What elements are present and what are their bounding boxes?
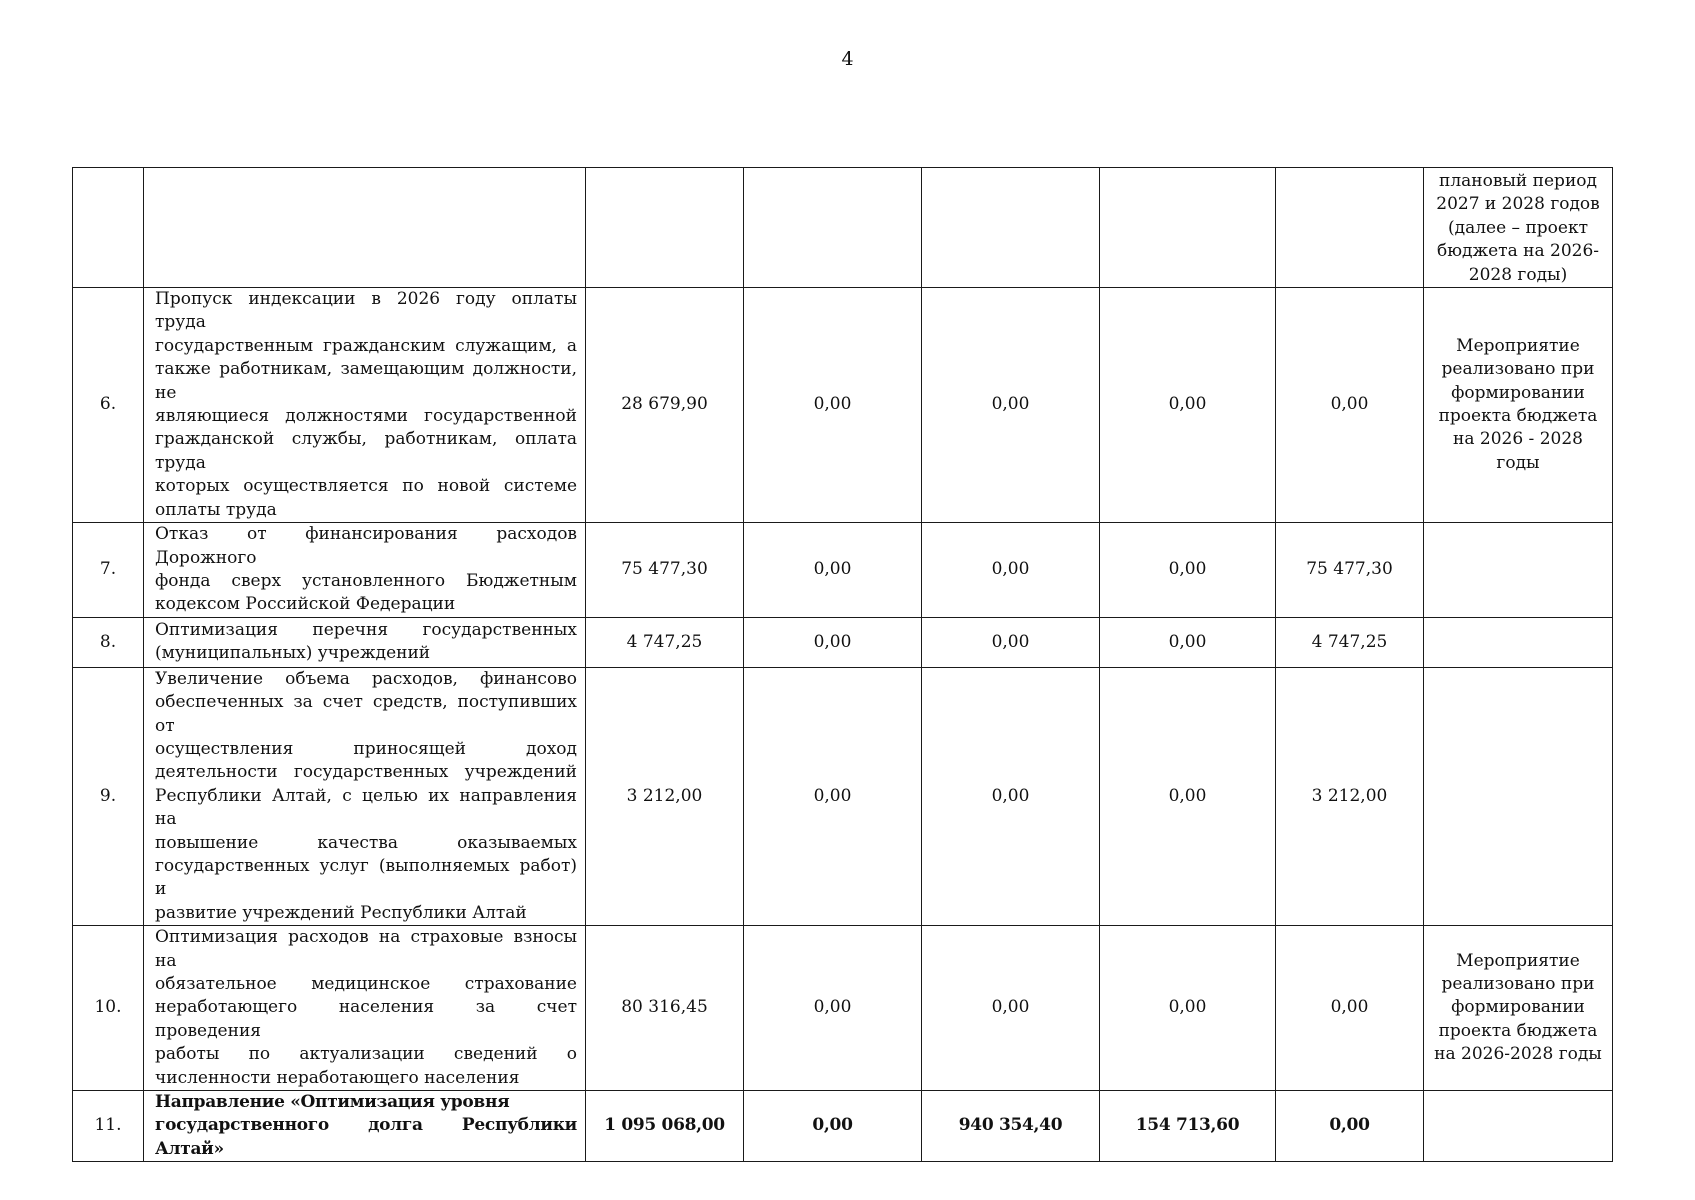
note-line: Мероприятие: [1456, 335, 1580, 356]
cell-value: 0,00: [744, 523, 922, 618]
cell-value: 0,00: [744, 926, 922, 1091]
desc-line: численности неработающего населения: [155, 1067, 520, 1088]
cell-value: 0,00: [922, 617, 1100, 667]
note-line: на 2026 - 2028: [1453, 429, 1583, 450]
desc-line: государственным гражданским служащим, а: [155, 335, 577, 356]
cell-desc: [144, 1091, 586, 1162]
cell-value: [1100, 168, 1276, 288]
desc-line: оплаты труда: [155, 499, 277, 520]
cell-value: 0,00: [1100, 667, 1276, 925]
desc-line: обеспеченных за счет средств, поступивших от: [155, 692, 577, 736]
cell-value: 940 354,40: [922, 1091, 1100, 1162]
desc-line: Пропуск индексации в 2026 году оплаты труда: [155, 289, 577, 333]
table-row: [73, 288, 1613, 523]
desc-line: неработающего населения за счет проведения: [155, 997, 577, 1041]
note-line: плановый период: [1439, 171, 1597, 191]
cell-desc: [144, 617, 586, 667]
note-line: на 2026-2028 годы: [1434, 1044, 1602, 1065]
cell-value: 28 679,90: [586, 288, 744, 523]
cell-note: [1424, 288, 1613, 523]
desc-line: повышение качества оказываемых: [155, 832, 577, 853]
desc-line: фонда сверх установленного Бюджетным: [155, 570, 577, 591]
cell-num: 11.: [73, 1091, 144, 1162]
cell-desc: [144, 288, 586, 523]
note-line: реализовано при: [1441, 974, 1595, 994]
cell-value: 1 095 068,00: [586, 1091, 744, 1162]
cell-value: 0,00: [922, 667, 1100, 925]
note-line: годы: [1496, 452, 1540, 473]
desc-line: (муниципальных) учреждений: [155, 643, 431, 664]
cell-value: 80 316,45: [586, 926, 744, 1091]
desc-line: Отказ от финансирования расходов Дорожного: [155, 524, 577, 568]
note-line: проекта бюджета: [1438, 1020, 1598, 1041]
note-line: проекта бюджета: [1438, 406, 1598, 427]
desc-line: осуществления приносящей доход: [155, 738, 577, 759]
desc-line: являющиеся должностями государственной: [155, 406, 577, 427]
cell-value: 4 747,25: [586, 617, 744, 667]
cell-num: 10.: [73, 926, 144, 1091]
desc-line: работы по актуализации сведений о: [155, 1044, 577, 1065]
table-row: [73, 667, 1613, 925]
budget-measures-table: [72, 167, 1613, 1162]
cell-value: [744, 168, 922, 288]
note-line: формировании: [1451, 997, 1585, 1018]
cell-num: [73, 168, 144, 288]
cell-value: 0,00: [1276, 1091, 1424, 1162]
note-line: реализовано при: [1441, 359, 1595, 380]
cell-value: [586, 168, 744, 288]
table-row: [73, 523, 1613, 618]
note-line: 2027 и 2028 годов: [1436, 194, 1600, 215]
desc-line: Увеличение объема расходов, финансово: [155, 668, 577, 689]
cell-note: [1424, 1091, 1613, 1162]
note-line: формировании: [1451, 382, 1585, 403]
cell-value: 0,00: [1100, 617, 1276, 667]
cell-value: 0,00: [744, 617, 922, 667]
desc-line: Оптимизация расходов на страховые взносы на: [155, 927, 577, 971]
desc-line: Республики Алтай, с целью их направления на: [155, 785, 577, 830]
cell-desc: [144, 523, 586, 618]
cell-value: 3 212,00: [1276, 667, 1424, 925]
cell-value: 0,00: [744, 288, 922, 523]
cell-value: 0,00: [1100, 288, 1276, 523]
cell-num: 9.: [73, 667, 144, 925]
cell-value: 75 477,30: [1276, 523, 1424, 618]
desc-line: обязательное медицинское страхование: [155, 974, 577, 994]
cell-value: 0,00: [1276, 926, 1424, 1091]
cell-value: 0,00: [1100, 926, 1276, 1091]
note-line: Мероприятие: [1456, 950, 1580, 971]
desc-line: государственного долга Республики Алтай»: [155, 1115, 577, 1159]
cell-value: 4 747,25: [1276, 617, 1424, 667]
cell-desc: [144, 667, 586, 925]
desc-line: гражданской службы, работникам, оплата труда: [155, 429, 577, 473]
desc-line: кодексом Российской Федерации: [155, 594, 456, 615]
desc-line: которых осуществляется по новой системе: [155, 476, 577, 497]
cell-desc: [144, 926, 586, 1091]
desc-line: также работникам, замещающим должности, не: [155, 359, 577, 403]
table-row-continuation: [73, 168, 1613, 288]
cell-note: [1424, 523, 1613, 618]
cell-num: 8.: [73, 617, 144, 667]
note-line: 2028 годы): [1468, 264, 1568, 285]
cell-value: 0,00: [922, 926, 1100, 1091]
desc-line: Оптимизация перечня государственных: [155, 619, 577, 640]
cell-value: 3 212,00: [586, 667, 744, 925]
page-number: 4: [841, 48, 854, 70]
table-row: [73, 926, 1613, 1091]
cell-value: 0,00: [1276, 288, 1424, 523]
desc-line: государственных услуг (выполняемых работ) и: [155, 855, 577, 900]
cell-note: [1424, 617, 1613, 667]
table-row: [73, 1091, 1613, 1162]
desc-line: развитие учреждений Республики Алтай: [155, 902, 527, 923]
cell-value: 75 477,30: [586, 523, 744, 618]
cell-note: [1424, 926, 1613, 1091]
cell-value: 0,00: [922, 523, 1100, 618]
table-row: [73, 617, 1613, 667]
cell-num: 6.: [73, 288, 144, 523]
desc-line: Направление «Оптимизация уровня: [155, 1092, 510, 1113]
cell-value: 154 713,60: [1100, 1091, 1276, 1162]
note-line: бюджета на 2026-: [1436, 241, 1600, 262]
cell-value: 0,00: [922, 288, 1100, 523]
cell-value: [1276, 168, 1424, 288]
cell-value: 0,00: [744, 1091, 922, 1162]
cell-note: [1424, 667, 1613, 925]
cell-note: [1424, 168, 1613, 288]
cell-num: 7.: [73, 523, 144, 618]
cell-desc: [144, 168, 586, 288]
cell-value: 0,00: [1100, 523, 1276, 618]
note-line: (далее – проект: [1447, 217, 1588, 238]
cell-value: 0,00: [744, 667, 922, 925]
cell-value: [922, 168, 1100, 288]
desc-line: деятельности государственных учреждений: [155, 762, 577, 783]
